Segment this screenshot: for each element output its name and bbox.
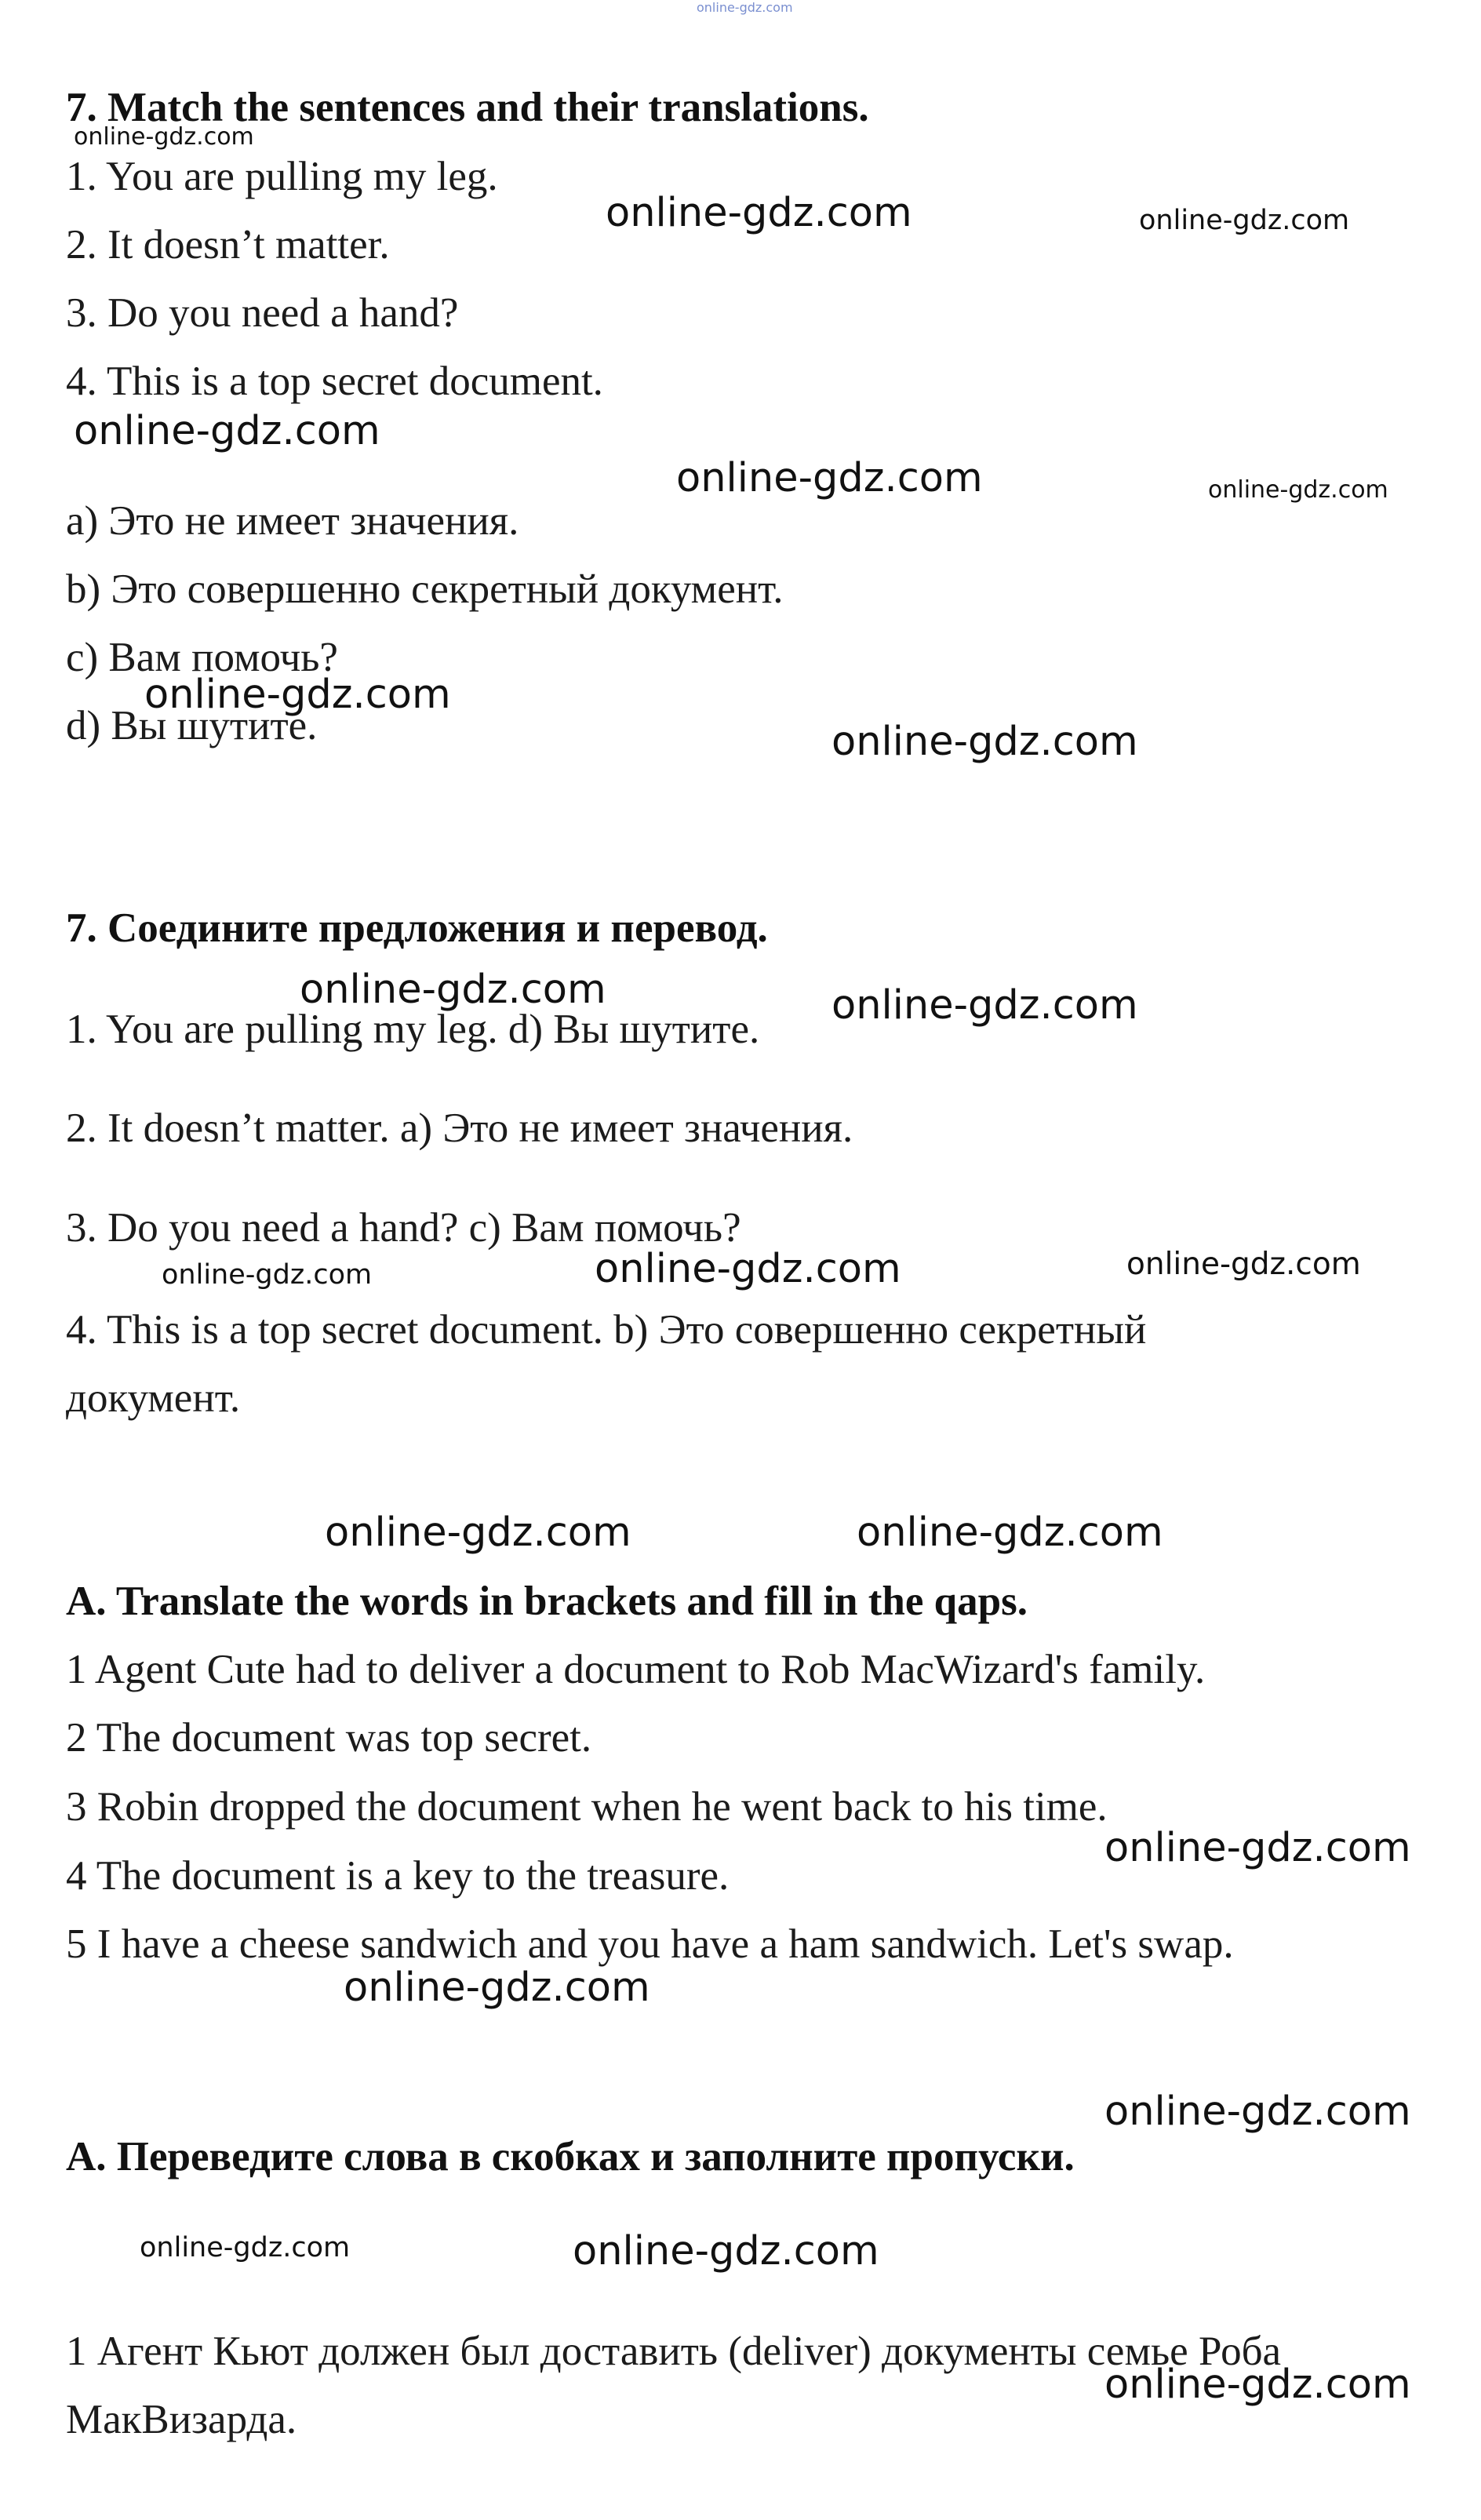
answer-line: 3. Do you need a hand? c) Вам помочь? xyxy=(66,1205,741,1251)
sentence-line: 1. You are pulling my leg. xyxy=(66,154,498,199)
translation-line: 1 Агент Кьют должен был доставить (deliver) документы семье Роба xyxy=(66,2329,1282,2374)
watermark: online-gdz.com xyxy=(831,719,1138,765)
watermark: online-gdz.com xyxy=(1139,205,1350,236)
watermark: online-gdz.com xyxy=(1104,2362,1411,2408)
translation-line: b) Это совершенно секретный документ. xyxy=(66,566,784,612)
watermark: online-gdz.com xyxy=(831,982,1138,1029)
answer-line: 1. You are pulling my leg. d) Вы шутите. xyxy=(66,1007,760,1052)
gap-fill-line: 2 The document was top secret. xyxy=(66,1715,592,1761)
watermark: online-gdz.com xyxy=(1104,2088,1411,2135)
watermark: online-gdz.com xyxy=(325,1509,631,1556)
watermark: online-gdz.com xyxy=(1208,476,1388,504)
translation-line: МакВизарда. xyxy=(66,2397,297,2442)
sentence-line: 4. This is a top secret document. xyxy=(66,359,603,404)
watermark: online-gdz.com xyxy=(344,1965,650,2011)
watermark: online-gdz.com xyxy=(606,190,912,236)
section-heading: A. Переведите слова в скобках и заполните пропуски. xyxy=(66,2134,1075,2180)
watermark: online-gdz.com xyxy=(573,2228,879,2274)
translation-line: d) Вы шутите. xyxy=(66,703,318,748)
sentence-line: 3. Do you need a hand? xyxy=(66,290,459,336)
gap-fill-line: 5 I have a cheese sandwich and you have a ham sandwich. Let's swap. xyxy=(66,1921,1234,1967)
watermark: online-gdz.com xyxy=(140,2232,351,2263)
watermark: online-gdz.com xyxy=(144,672,451,718)
watermark: online-gdz.com xyxy=(676,455,983,501)
translation-line: c) Вам помочь? xyxy=(66,635,338,680)
gap-fill-line: 1 Agent Cute had to deliver a document to Rob MacWizard's family. xyxy=(66,1647,1206,1692)
section-heading: 7. Соедините предложения и перевод. xyxy=(66,905,768,951)
answer-line: документ. xyxy=(66,1375,241,1421)
watermark: online-gdz.com xyxy=(74,408,380,454)
watermark: online-gdz.com xyxy=(697,0,793,15)
section-heading: A. Translate the words in brackets and fill in the qaps. xyxy=(66,1579,1028,1624)
answer-line: 2. It doesn’t matter. a) Это не имеет значения. xyxy=(66,1105,853,1151)
watermark: online-gdz.com xyxy=(857,1509,1163,1556)
gap-fill-line: 4 The document is a key to the treasure. xyxy=(66,1853,730,1899)
watermark: online-gdz.com xyxy=(162,1259,373,1291)
watermark: online-gdz.com xyxy=(300,967,606,1013)
translation-line: a) Это не имеет значения. xyxy=(66,498,519,544)
section-heading: 7. Match the sentences and their translations. xyxy=(66,85,869,130)
sentence-line: 2. It doesn’t matter. xyxy=(66,222,390,268)
gap-fill-line: 3 Robin dropped the document when he went back to his time. xyxy=(66,1784,1108,1830)
answer-line: 4. This is a top secret document. b) Это совершенно секретный xyxy=(66,1307,1147,1353)
watermark: online-gdz.com xyxy=(74,123,254,151)
watermark: online-gdz.com xyxy=(1104,1825,1411,1871)
watermark: online-gdz.com xyxy=(595,1246,901,1292)
watermark: online-gdz.com xyxy=(1126,1247,1361,1282)
